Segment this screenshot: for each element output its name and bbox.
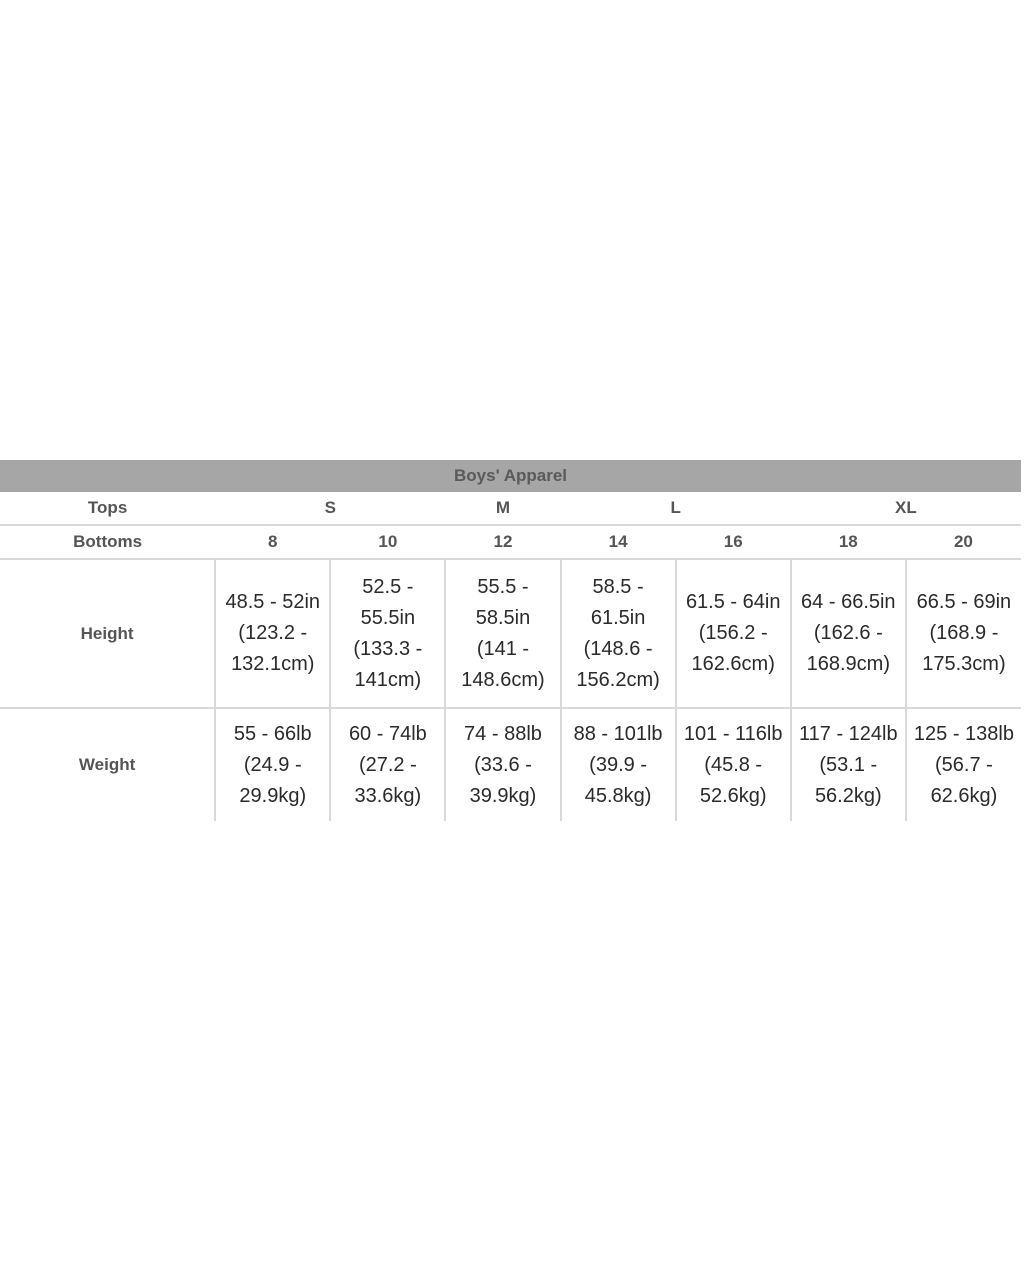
height-cell-line: (168.9 - (929, 622, 999, 644)
height-cell-line: 162.6cm) (691, 653, 775, 675)
height-cell-line: 58.5 - (592, 575, 644, 598)
bottoms-size: 8 (215, 525, 330, 559)
height-cell-line: 52.5 - (362, 575, 414, 598)
weight-cell-line: 29.9kg) (239, 784, 307, 807)
weight-cell-line: 45.8kg) (584, 784, 652, 807)
height-cell-line: (156.2 - (698, 622, 768, 644)
bottoms-row (0, 525, 1021, 559)
weight-cell-line: 117 - 124lb (799, 722, 898, 745)
height-cell-line: 66.5 - 69in (916, 591, 1012, 613)
weight-cell-line: 55 - 66lb (233, 722, 312, 745)
tops-size-m: M (445, 492, 560, 525)
height-cell (330, 559, 445, 708)
height-cell-line: 61.5in (590, 606, 646, 629)
height-cell-line: 55.5in (360, 606, 416, 629)
bottoms-size: 20 (906, 525, 1021, 559)
weight-cell (906, 708, 1021, 821)
tops-row (0, 492, 1021, 525)
weight-cell-line: 56.2kg) (814, 784, 882, 807)
height-cell (215, 559, 330, 708)
height-cell-line: 48.5 - 52in (225, 591, 321, 613)
weight-cell-line: (56.7 - (935, 753, 993, 776)
weight-cell (791, 708, 906, 821)
weight-cell-line: (45.8 - (704, 753, 763, 776)
tops-label: Tops (0, 492, 215, 525)
weight-cell-line: 39.9kg) (469, 784, 537, 807)
height-row (0, 559, 1021, 708)
height-cell-line: 132.1cm) (231, 653, 315, 675)
title-row (0, 460, 1021, 492)
height-cell (445, 559, 560, 708)
weight-cell (445, 708, 560, 821)
tops-size-s: S (215, 492, 445, 525)
weight-cell-line: 62.6kg) (930, 784, 998, 807)
weight-cell-line: 74 - 88lb (464, 722, 542, 745)
bottoms-size: 12 (445, 525, 560, 559)
height-cell-line: 156.2cm) (576, 668, 660, 691)
bottoms-size: 10 (330, 525, 445, 559)
table-title: Boys' Apparel (0, 460, 1021, 492)
weight-cell (561, 708, 676, 821)
height-cell-line: 175.3cm) (922, 653, 1006, 675)
weight-cell-line: 52.6kg) (699, 784, 767, 807)
weight-cell-line: (24.9 - (243, 753, 302, 776)
bottoms-label: Bottoms (0, 525, 215, 559)
height-cell-line: (123.2 - (238, 622, 308, 644)
height-cell (676, 559, 791, 708)
bottoms-size: 14 (561, 525, 676, 559)
weight-label: Weight (78, 755, 136, 774)
height-cell-line: 64 - 66.5in (801, 591, 896, 613)
weight-cell-line: 33.6kg) (354, 784, 422, 807)
weight-cell-line: 125 - 138lb (913, 722, 1014, 745)
size-chart-table (0, 460, 1021, 821)
weight-cell-line: (53.1 - (819, 753, 878, 776)
height-cell-line: 61.5 - 64in (685, 591, 781, 613)
height-cell-line: 148.6cm) (461, 668, 545, 691)
tops-size-xl: XL (791, 492, 1021, 525)
tops-size-l: L (561, 492, 791, 525)
height-cell-line: (162.6 - (813, 622, 883, 644)
weight-cell-line: (27.2 - (358, 753, 417, 776)
height-cell (906, 559, 1021, 708)
weight-cell-line: 60 - 74lb (348, 722, 427, 745)
weight-cell-line: (33.6 - (474, 753, 532, 776)
height-cell-line: 168.9cm) (806, 653, 890, 675)
height-label: Height (0, 559, 215, 708)
bottoms-size: 16 (676, 525, 791, 559)
height-cell (561, 559, 676, 708)
weight-cell (215, 708, 330, 821)
height-cell-line: 55.5 - (477, 575, 529, 598)
weight-cell-line: 101 - 116lb (683, 722, 783, 745)
weight-cell (676, 708, 791, 821)
height-cell-line: 141cm) (354, 668, 422, 691)
height-cell-line: (133.3 - (353, 637, 423, 660)
weight-cell-line: (39.9 - (589, 753, 647, 776)
weight-cell-line: 88 - 101lb (573, 722, 663, 745)
height-cell (791, 559, 906, 708)
weight-row (0, 708, 1021, 821)
height-cell-line: 58.5in (475, 606, 531, 629)
height-cell-line: (141 - (476, 637, 530, 660)
weight-cell (330, 708, 445, 821)
bottoms-size: 18 (791, 525, 906, 559)
height-cell-line: (148.6 - (583, 637, 653, 660)
